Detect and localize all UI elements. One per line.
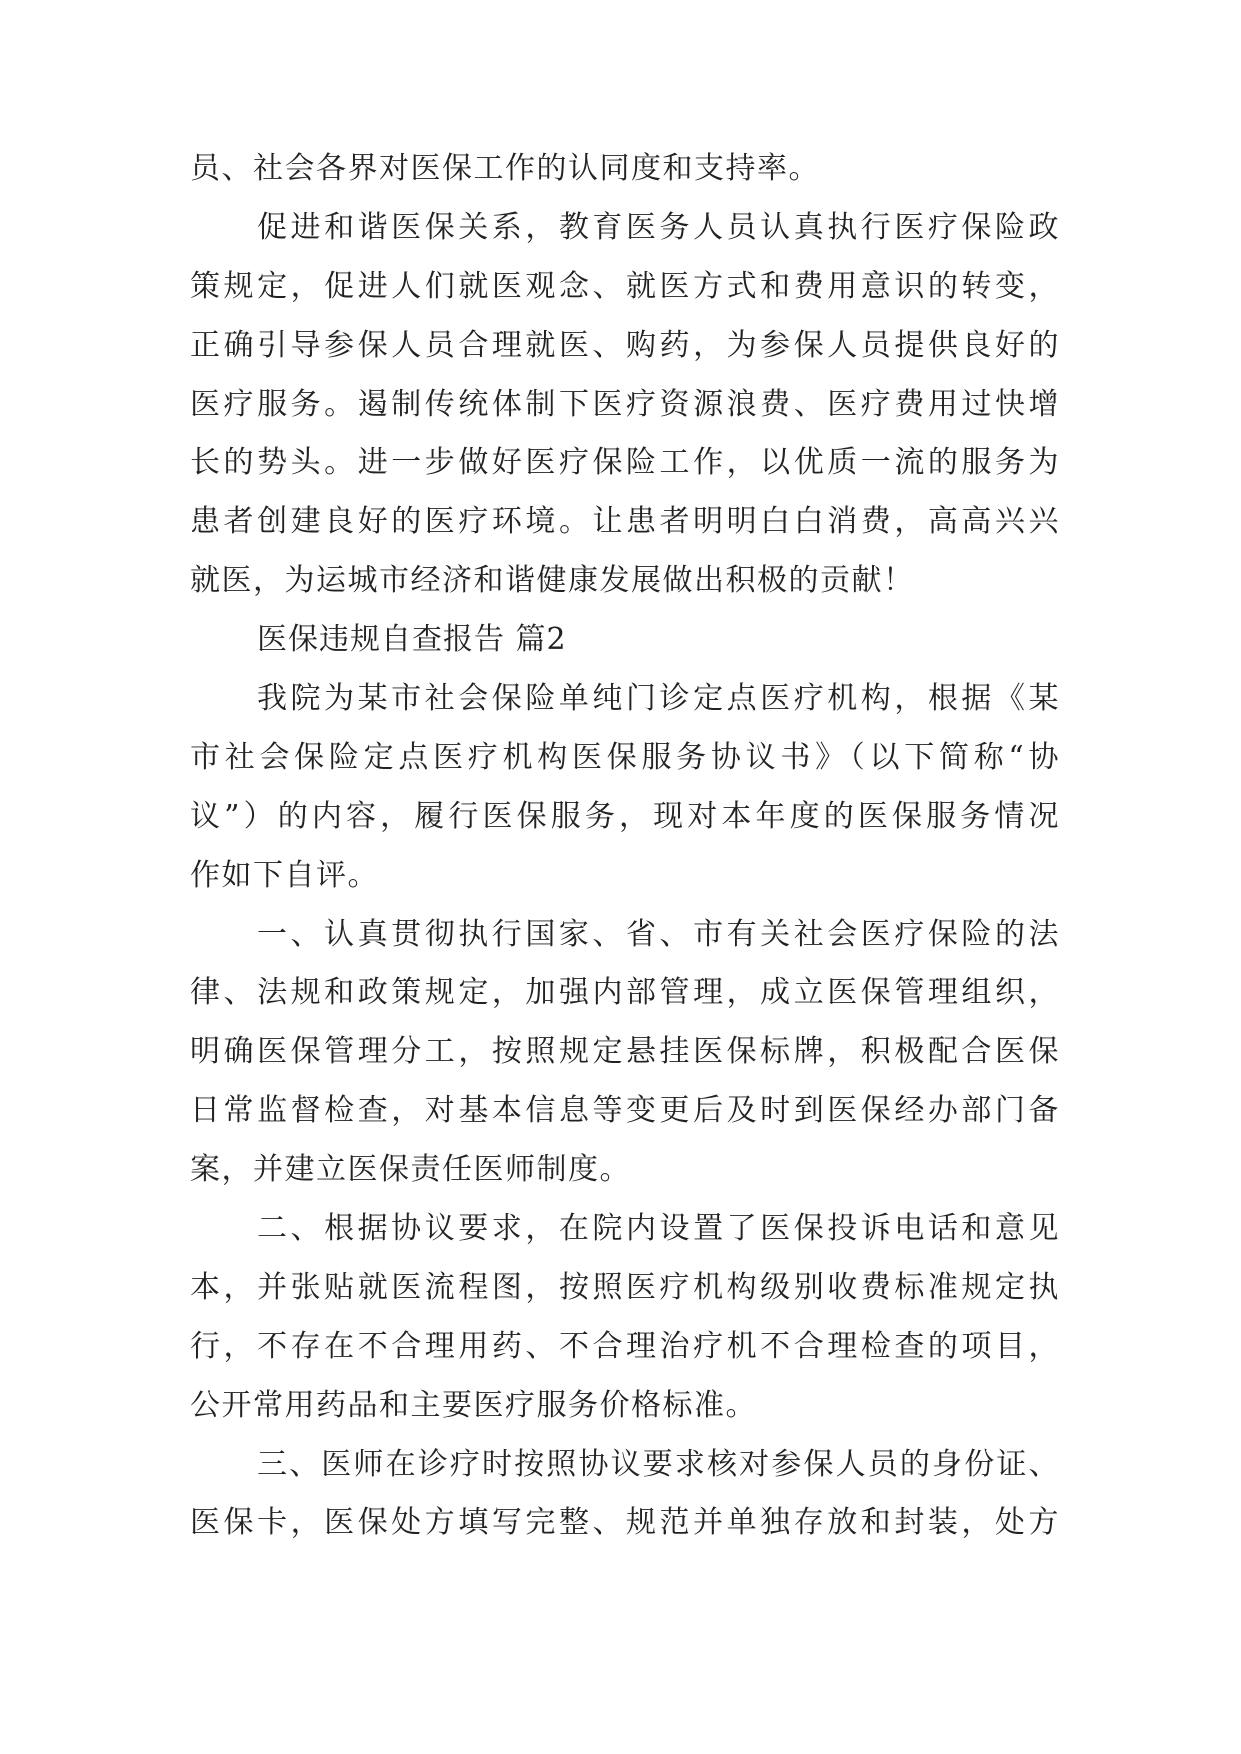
text-line: 我院为某市社会保险单纯门诊定点医疗机构，根据《某 — [257, 681, 1060, 717]
paragraph — [190, 906, 1060, 1200]
text-line: 促进和谐医保关系，教育医务人员认真执行医疗保险政 — [257, 209, 1060, 245]
text-line: 二、根据协议要求，在院内设置了医保投诉电话和意见 — [257, 1211, 1060, 1247]
paragraph — [190, 1436, 1060, 1554]
text-line: 策规定，促进人们就医观念、就医方式和费用意识的转变， — [190, 268, 1060, 304]
text-line: 律、法规和政策规定，加强内部管理，成立医保管理组织， — [190, 975, 1060, 1011]
text-line: 本，并张贴就医流程图，按照医疗机构级别收费标准规定执 — [190, 1269, 1060, 1305]
text-line: 患者创建良好的医疗环境。让患者明明白白消费，高高兴兴 — [190, 504, 1060, 540]
text-line: 公开常用药品和主要医疗服务价格标准。 — [190, 1387, 757, 1423]
text-column — [190, 140, 1060, 1553]
text-line: 案，并建立医保责任医师制度。 — [190, 1152, 631, 1188]
text-line: 行，不存在不合理用药、不合理治疗机不合理检查的项目， — [190, 1328, 1060, 1364]
section-heading-text: 医保违规自查报告 篇2 — [257, 622, 567, 658]
text-line: 作如下自评。 — [190, 857, 379, 893]
section-heading — [190, 611, 1060, 670]
paragraph — [190, 1200, 1060, 1436]
text-line: 明确医保管理分工，按照规定悬挂医保标牌，积极配合医保 — [190, 1034, 1060, 1070]
text-line: 就医，为运城市经济和谐健康发展做出积极的贡献！ — [190, 563, 915, 599]
text-line: 一、认真贯彻执行国家、省、市有关社会医疗保险的法 — [257, 916, 1060, 952]
text-line: 长的势头。进一步做好医疗保险工作，以优质一流的服务为 — [190, 445, 1060, 481]
text-line: 议”）的内容，履行医保服务，现对本年度的医保服务情况 — [190, 798, 1060, 834]
text-line: 正确引导参保人员合理就医、购药，为参保人员提供良好的 — [190, 327, 1060, 363]
text-line: 日常监督检查，对基本信息等变更后及时到医保经办部门备 — [190, 1093, 1060, 1129]
text-line: 医疗服务。遏制传统体制下医疗资源浪费、医疗费用过快增 — [190, 386, 1060, 422]
text-line: 三、医师在诊疗时按照协议要求核对参保人员的身份证、 — [257, 1446, 1060, 1482]
text-line: 市社会保险定点医疗机构医保服务协议书》（以下简称“协 — [190, 739, 1060, 775]
paragraph — [190, 670, 1060, 906]
text-line: 员、社会各界对医保工作的认同度和支持率。 — [190, 151, 820, 186]
text-line: 医保卡，医保处方填写完整、规范并单独存放和封装，处方 — [190, 1505, 1060, 1541]
paragraph — [190, 140, 1060, 199]
paragraph — [190, 199, 1060, 611]
